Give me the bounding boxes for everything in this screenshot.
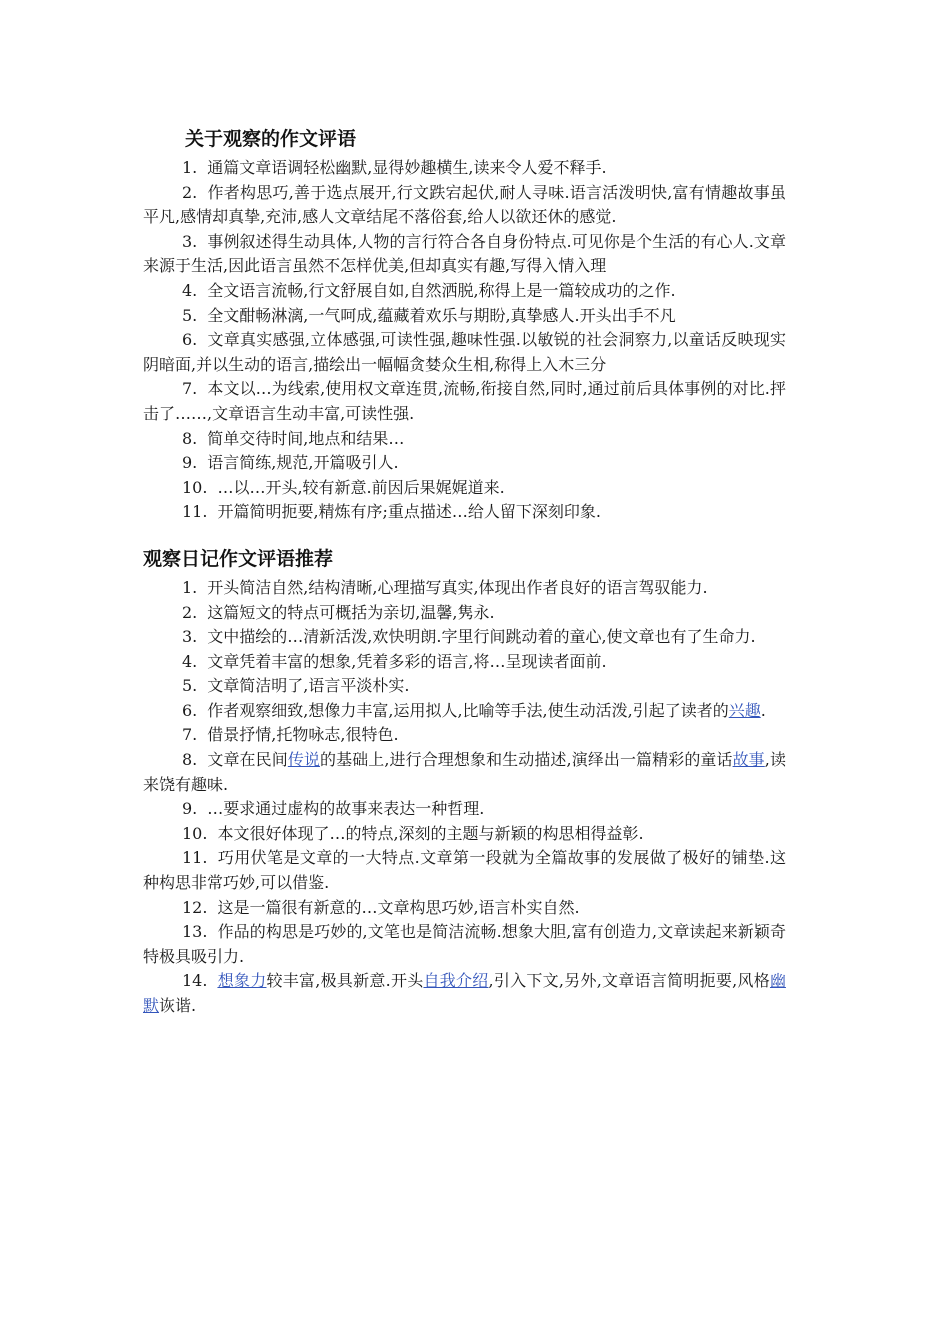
- list-item: 7. 本文以…为线索,使用权文章连贯,流畅,衔接自然,同时,通过前后具体事例的对比.抨击了……,文章语言生动丰富,可读性强.: [143, 379, 786, 423]
- list-item: 13. 作品的构思是巧妙的,文笔也是简洁流畅.想象大胆,富有创造力,文章读起来新颖奇特极具吸引力.: [143, 922, 786, 966]
- list-item: 8. 文章在民间传说的基础上,进行合理想象和生动描述,演绎出一篇精彩的童话故事,读来饶有趣味.: [143, 750, 786, 794]
- list-item: 8. 简单交待时间,地点和结果…: [182, 428, 405, 448]
- list-item: 3. 事例叙述得生动具体,人物的言行符合各自身份特点.可见你是个生活的有心人.文章来源于生活,因此语言虽然不怎样优美,但却真实有趣,写得入情入理: [143, 231, 786, 276]
- link-interest[interactable]: 兴趣: [728, 700, 761, 720]
- list-item: 2. 这篇短文的特点可概括为亲切,温馨,隽永.: [182, 602, 495, 622]
- document-content: [143, 126, 786, 1019]
- list-item: 4. 全文语言流畅,行文舒展自如,自然洒脱,称得上是一篇较成功的之作.: [182, 280, 676, 300]
- link-story[interactable]: 故事: [732, 750, 765, 770]
- list-item: 10. 本文很好体现了…的特点,深刻的主题与新颖的构思相得益彰.: [182, 823, 644, 843]
- list-item: 1. 通篇文章语调轻松幽默,显得妙趣横生,读来令人爱不释手.: [182, 158, 607, 177]
- list-item: 5. 全文酣畅淋漓,一气呵成,蕴藏着欢乐与期盼,真挚感人.开头出手不凡: [182, 305, 676, 325]
- link-imagination[interactable]: 想象力: [217, 971, 267, 991]
- link-self-introduction[interactable]: 自我介绍: [423, 971, 489, 991]
- list-item: 12. 这是一篇很有新意的…文章构思巧妙,语言朴实自然.: [182, 897, 580, 917]
- list-item: 4. 文章凭着丰富的想象,凭着多彩的语言,将…呈现读者面前.: [182, 651, 607, 671]
- list-item: 9. …要求通过虚构的故事来表达一种哲理.: [182, 799, 485, 819]
- list-item: 11. 巧用伏笔是文章的一大特点.文章第一段就为全篇故事的发展做了极好的铺垫.这种构思非常巧妙,可以借鉴.: [143, 848, 786, 893]
- list-item: 7. 借景抒情,托物咏志,很特色.: [182, 725, 399, 745]
- list-item: 1. 开头简洁自然,结构清晰,心理描写真实,体现出作者良好的语言驾驭能力.: [182, 577, 708, 597]
- list-item: 11. 开篇简明扼要,精炼有序;重点描述…给人留下深刻印象.: [182, 502, 602, 522]
- list-item: 10. …以…开头,较有新意.前因后果娓娓道来.: [182, 477, 505, 497]
- list-item: 6. 作者观察细致,想像力丰富,运用拟人,比喻等手法,使生动活泼,引起了读者的兴趣.: [182, 700, 766, 720]
- list-item: 2. 作者构思巧,善于选点展开,行文跌宕起伏,耐人寻味.语言活泼明快,富有情趣故事虽平凡,感情却真挚,充沛,感人文章结尾不落俗套,给人以欲还休的感觉.: [143, 182, 786, 227]
- list-item: 6. 文章真实感强,立体感强,可读性强,趣味性强.以敏锐的社会洞察力,以童话反映现实阴暗面,并以生动的语言,描绘出一幅幅贪婪众生相,称得上入木三分: [143, 330, 786, 374]
- link-humor[interactable]: 幽默: [143, 971, 786, 1015]
- list-item: 5. 文章简洁明了,语言平淡朴实.: [182, 676, 410, 696]
- list-item: 3. 文中描绘的…清新活泼,欢快明朗.字里行间跳动着的童心,使文章也有了生命力.: [182, 627, 756, 647]
- list-item: 14. 想象力较丰富,极具新意.开头自我介绍,引入下文,另外,文章语言简明扼要,风格幽默诙谐.: [143, 971, 786, 1015]
- section1-title: 关于观察的作文评语: [185, 128, 357, 150]
- section2-title: 观察日记作文评语推荐: [143, 547, 334, 570]
- link-legend[interactable]: 传说: [287, 750, 320, 770]
- list-item: 9. 语言简练,规范,开篇吸引人.: [182, 453, 399, 473]
